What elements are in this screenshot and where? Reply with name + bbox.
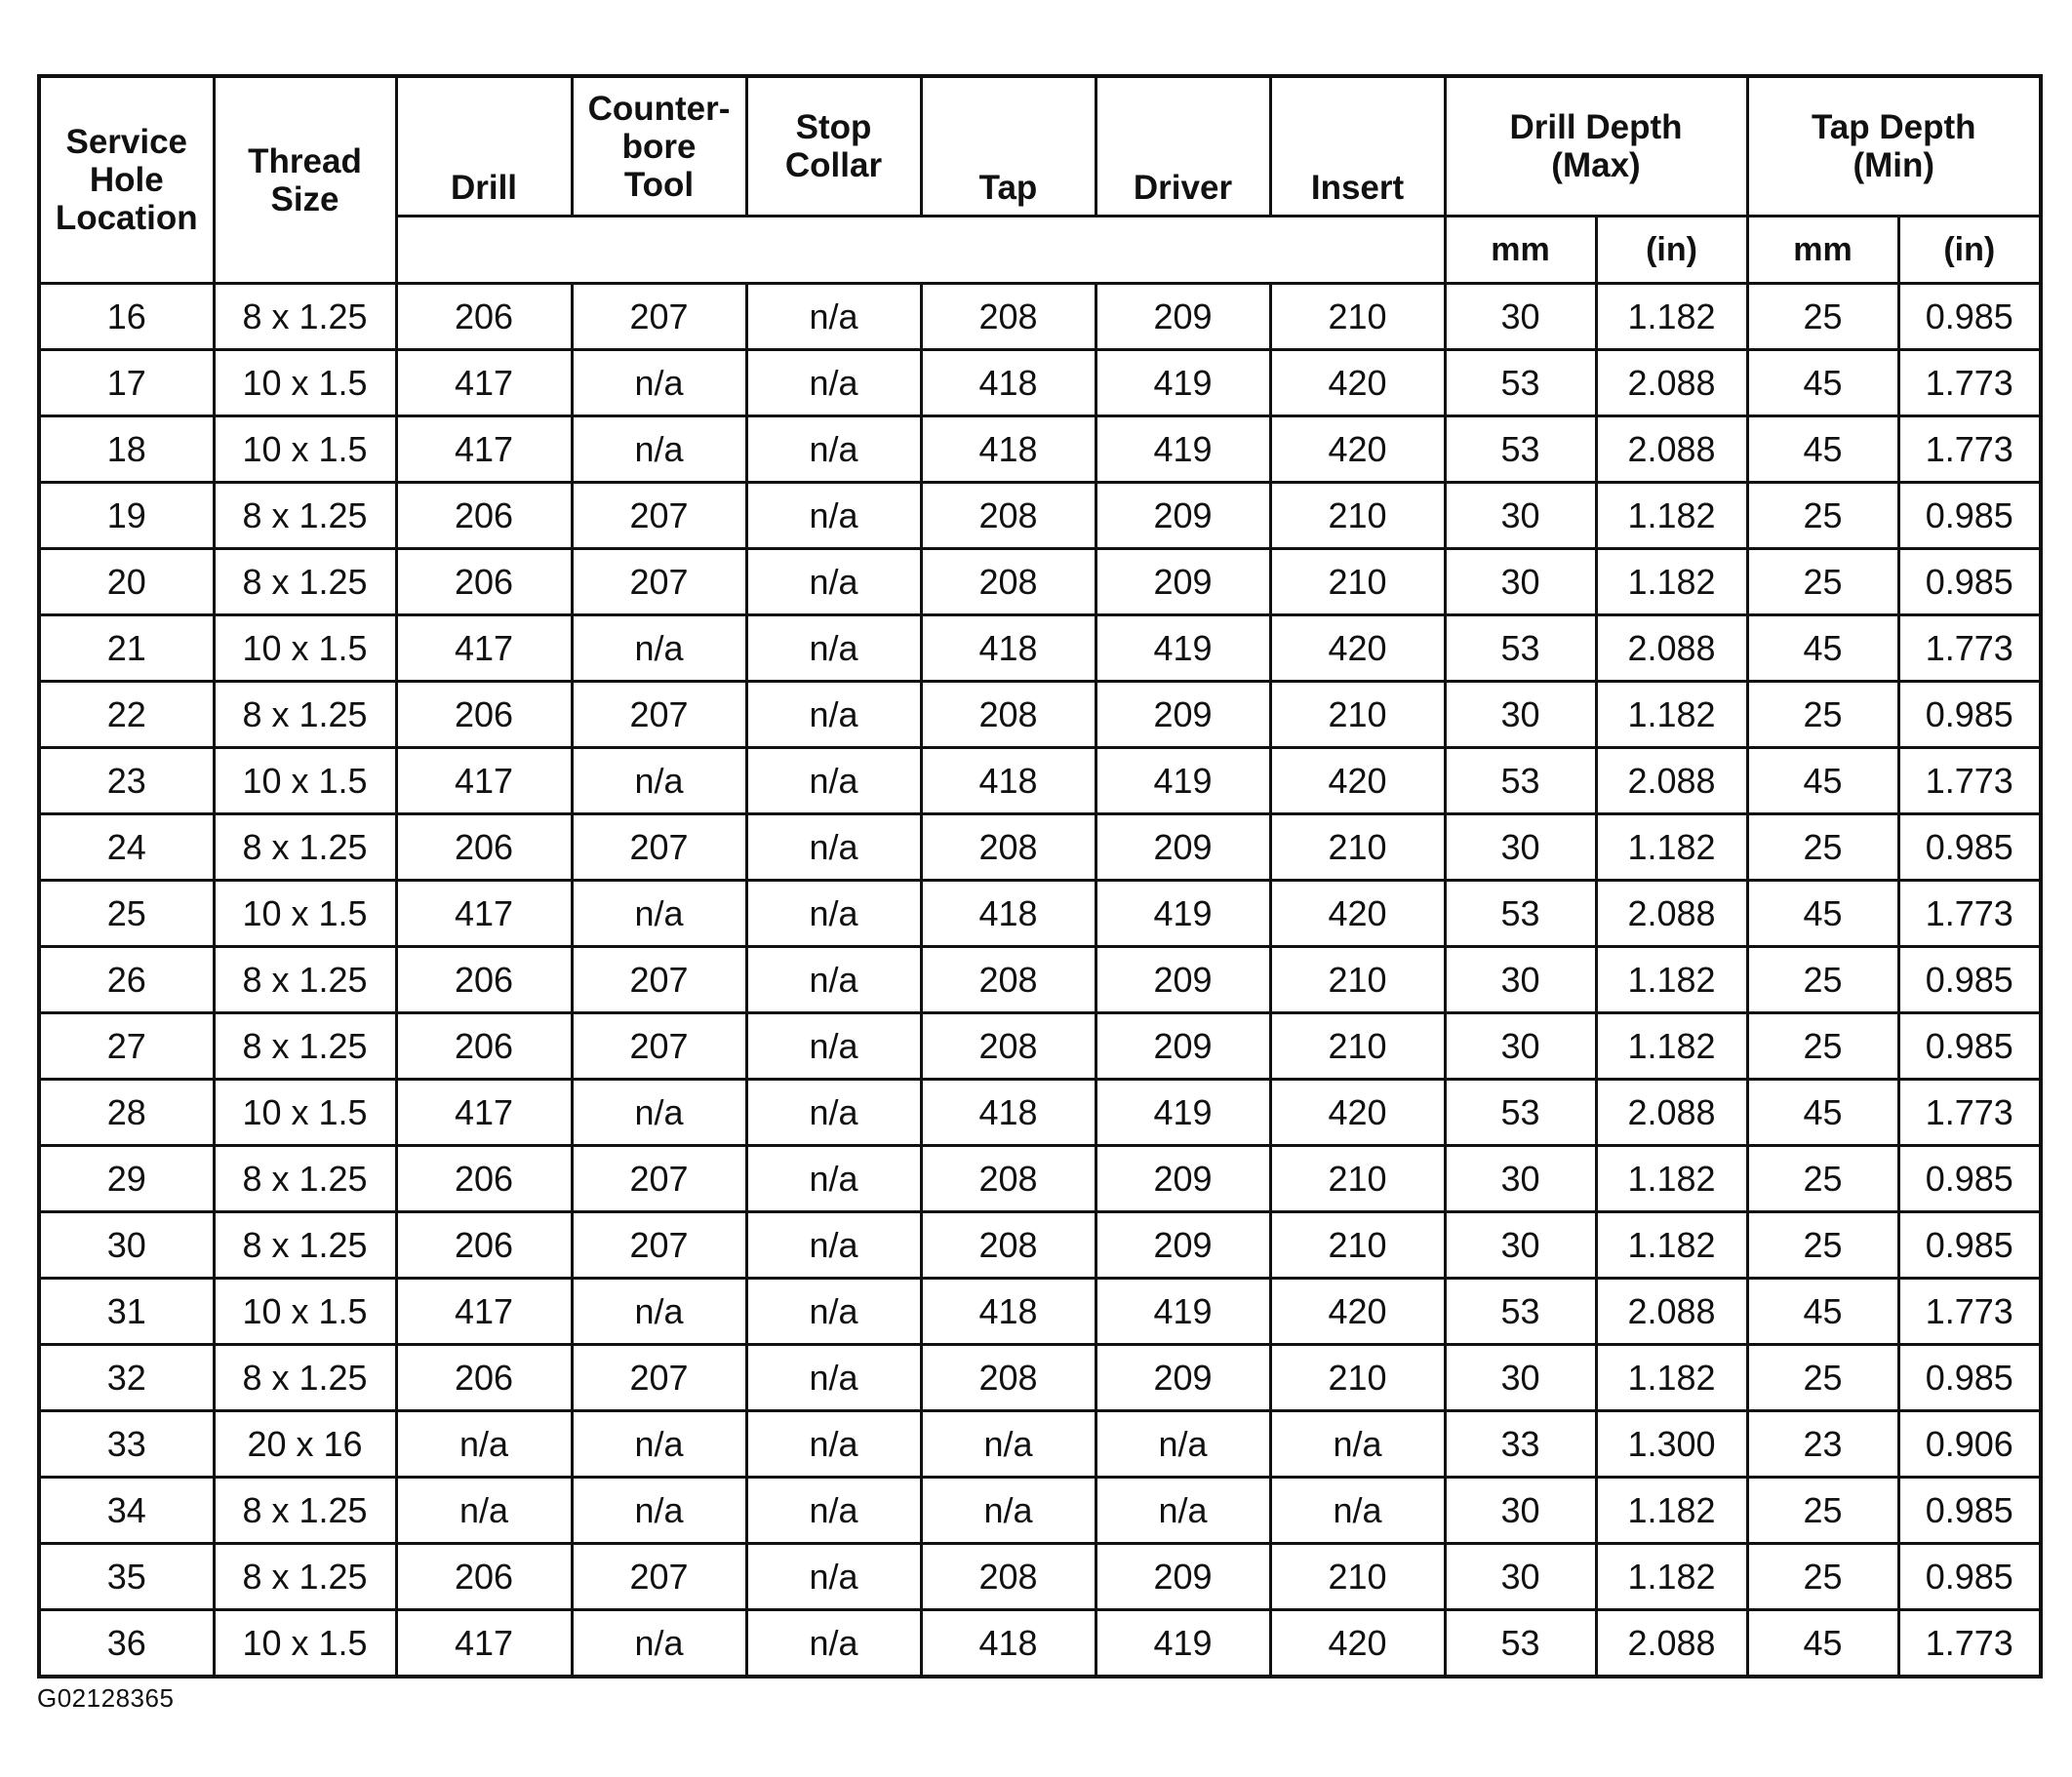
cell-drill-depth-in: 2.088 [1596,1610,1747,1678]
cell-drill-depth-mm: 53 [1445,881,1596,947]
cell-drill-depth-mm: 53 [1445,748,1596,814]
cell-thread-size: 8 x 1.25 [214,1013,396,1080]
cell-thread-size: 20 x 16 [214,1411,396,1478]
cell-tap: 418 [921,416,1096,483]
cell-driver: 419 [1096,881,1270,947]
cell-drill: 417 [396,615,572,682]
cell-drill-depth-mm: 53 [1445,350,1596,416]
cell-thread-size: 8 x 1.25 [214,1544,396,1610]
cell-stop-collar: n/a [746,814,921,881]
cell-drill-depth-in: 1.182 [1596,1544,1747,1610]
cell-drill-depth-mm: 30 [1445,1013,1596,1080]
cell-tap: 208 [921,1544,1096,1610]
cell-stop-collar: n/a [746,549,921,615]
cell-drill: 206 [396,682,572,748]
cell-tap-depth-mm: 45 [1747,350,1898,416]
cell-driver: 209 [1096,682,1270,748]
cell-drill-depth-in: 1.182 [1596,1013,1747,1080]
cell-drill-depth-mm: 30 [1445,1146,1596,1212]
cell-drill: 417 [396,350,572,416]
cell-drill: 206 [396,1544,572,1610]
cell-drill-depth-mm: 53 [1445,1279,1596,1345]
cell-drill-depth-in: 1.182 [1596,1345,1747,1411]
cell-counterbore-tool: 207 [572,947,746,1013]
cell-drill: 206 [396,1212,572,1279]
cell-insert: 420 [1270,881,1445,947]
cell-thread-size: 8 x 1.25 [214,682,396,748]
cell-drill-depth-mm: 30 [1445,1345,1596,1411]
cell-tap-depth-in: 1.773 [1898,350,2041,416]
unit-drill-depth-in: (in) [1596,217,1747,284]
cell-insert: 210 [1270,483,1445,549]
cell-stop-collar: n/a [746,1013,921,1080]
cell-driver: 209 [1096,483,1270,549]
cell-tap-depth-in: 1.773 [1898,748,2041,814]
cell-stop-collar: n/a [746,350,921,416]
cell-thread-size: 8 x 1.25 [214,1478,396,1544]
cell-tap-depth-mm: 25 [1747,483,1898,549]
table-row [39,1345,2041,1411]
cell-drill-depth-in: 2.088 [1596,615,1747,682]
cell-drill: 206 [396,1013,572,1080]
table-row [39,881,2041,947]
cell-driver: 209 [1096,1544,1270,1610]
cell-stop-collar: n/a [746,947,921,1013]
cell-drill: n/a [396,1411,572,1478]
cell-counterbore-tool: n/a [572,1411,746,1478]
cell-tap-depth-in: 0.985 [1898,1013,2041,1080]
cell-tap-depth-mm: 25 [1747,814,1898,881]
cell-tap-depth-in: 0.985 [1898,814,2041,881]
cell-drill: 206 [396,1146,572,1212]
cell-service-hole-location: 30 [39,1212,214,1279]
cell-service-hole-location: 22 [39,682,214,748]
table-row [39,814,2041,881]
table-row [39,1013,2041,1080]
cell-thread-size: 10 x 1.5 [214,1080,396,1146]
cell-drill-depth-mm: 30 [1445,682,1596,748]
cell-drill: 206 [396,549,572,615]
cell-counterbore-tool: n/a [572,748,746,814]
cell-thread-size: 10 x 1.5 [214,350,396,416]
cell-tap-depth-mm: 45 [1747,881,1898,947]
cell-drill-depth-mm: 30 [1445,284,1596,350]
cell-service-hole-location: 36 [39,1610,214,1678]
cell-drill-depth-in: 2.088 [1596,1279,1747,1345]
cell-driver: 209 [1096,947,1270,1013]
cell-drill-depth-in: 1.182 [1596,1478,1747,1544]
table-body [39,284,2041,1678]
cell-stop-collar: n/a [746,1610,921,1678]
cell-counterbore-tool: n/a [572,350,746,416]
cell-counterbore-tool: n/a [572,1279,746,1345]
cell-counterbore-tool: 207 [572,549,746,615]
cell-insert: 210 [1270,947,1445,1013]
table-row [39,1146,2041,1212]
cell-drill-depth-mm: 33 [1445,1411,1596,1478]
cell-drill-depth-mm: 30 [1445,1478,1596,1544]
cell-drill-depth-in: 2.088 [1596,416,1747,483]
cell-counterbore-tool: n/a [572,1478,746,1544]
header-thread-size: Thread Size [214,76,396,284]
cell-drill: 206 [396,947,572,1013]
cell-tap-depth-mm: 25 [1747,1212,1898,1279]
cell-tap: 208 [921,682,1096,748]
table-row [39,947,2041,1013]
cell-tap-depth-mm: 25 [1747,549,1898,615]
cell-drill: 206 [396,284,572,350]
cell-driver: 419 [1096,350,1270,416]
cell-thread-size: 10 x 1.5 [214,881,396,947]
cell-tap-depth-mm: 45 [1747,615,1898,682]
cell-service-hole-location: 33 [39,1411,214,1478]
unit-tap-depth-in: (in) [1898,217,2041,284]
cell-thread-size: 8 x 1.25 [214,1212,396,1279]
cell-drill-depth-in: 1.182 [1596,1212,1747,1279]
cell-insert: 420 [1270,615,1445,682]
cell-counterbore-tool: 207 [572,1146,746,1212]
cell-insert: 420 [1270,1610,1445,1678]
cell-insert: 210 [1270,1013,1445,1080]
cell-driver: n/a [1096,1411,1270,1478]
cell-service-hole-location: 17 [39,350,214,416]
cell-tap: 208 [921,1212,1096,1279]
cell-service-hole-location: 34 [39,1478,214,1544]
cell-tap-depth-in: 0.985 [1898,947,2041,1013]
cell-drill-depth-mm: 53 [1445,615,1596,682]
cell-thread-size: 8 x 1.25 [214,1146,396,1212]
cell-driver: 419 [1096,416,1270,483]
cell-tap-depth-in: 1.773 [1898,881,2041,947]
cell-service-hole-location: 29 [39,1146,214,1212]
cell-counterbore-tool: 207 [572,284,746,350]
cell-tap: 418 [921,881,1096,947]
cell-driver: 209 [1096,1146,1270,1212]
cell-tap-depth-in: 0.985 [1898,1345,2041,1411]
cell-insert: 210 [1270,1544,1445,1610]
cell-drill: n/a [396,1478,572,1544]
cell-drill-depth-in: 1.182 [1596,284,1747,350]
cell-drill-depth-mm: 30 [1445,814,1596,881]
cell-counterbore-tool: n/a [572,1080,746,1146]
cell-thread-size: 10 x 1.5 [214,1279,396,1345]
cell-stop-collar: n/a [746,1478,921,1544]
cell-tap-depth-mm: 25 [1747,947,1898,1013]
cell-service-hole-location: 16 [39,284,214,350]
table-row [39,1478,2041,1544]
cell-service-hole-location: 24 [39,814,214,881]
service-hole-spec-table [37,74,2043,1678]
cell-tap: 418 [921,1279,1096,1345]
cell-tap: 418 [921,350,1096,416]
cell-counterbore-tool: n/a [572,881,746,947]
cell-service-hole-location: 32 [39,1345,214,1411]
table-row [39,549,2041,615]
cell-service-hole-location: 21 [39,615,214,682]
cell-driver: 419 [1096,1610,1270,1678]
cell-counterbore-tool: 207 [572,483,746,549]
cell-drill-depth-in: 1.182 [1596,682,1747,748]
cell-tap-depth-in: 0.985 [1898,682,2041,748]
cell-insert: 210 [1270,549,1445,615]
cell-insert: 210 [1270,1146,1445,1212]
cell-thread-size: 8 x 1.25 [214,284,396,350]
cell-driver: 209 [1096,549,1270,615]
cell-driver: 419 [1096,1279,1270,1345]
cell-stop-collar: n/a [746,483,921,549]
cell-tap: 208 [921,549,1096,615]
cell-thread-size: 10 x 1.5 [214,416,396,483]
cell-drill-depth-mm: 30 [1445,1544,1596,1610]
cell-tap: n/a [921,1411,1096,1478]
cell-drill: 417 [396,1610,572,1678]
cell-driver: 209 [1096,814,1270,881]
cell-service-hole-location: 35 [39,1544,214,1610]
cell-drill-depth-in: 1.182 [1596,549,1747,615]
cell-tap: n/a [921,1478,1096,1544]
cell-tap-depth-mm: 25 [1747,682,1898,748]
cell-driver: n/a [1096,1478,1270,1544]
cell-tap-depth-in: 1.773 [1898,1080,2041,1146]
cell-tap-depth-mm: 25 [1747,1544,1898,1610]
cell-stop-collar: n/a [746,615,921,682]
table-row [39,1279,2041,1345]
cell-tap-depth-mm: 25 [1747,1478,1898,1544]
cell-drill: 417 [396,1279,572,1345]
cell-tap-depth-in: 1.773 [1898,416,2041,483]
cell-thread-size: 10 x 1.5 [214,615,396,682]
cell-tap: 418 [921,1610,1096,1678]
cell-tap: 418 [921,1080,1096,1146]
cell-insert: 420 [1270,1279,1445,1345]
cell-drill-depth-in: 1.182 [1596,483,1747,549]
cell-insert: 210 [1270,1212,1445,1279]
cell-drill: 417 [396,1080,572,1146]
cell-service-hole-location: 18 [39,416,214,483]
cell-tap: 208 [921,1146,1096,1212]
cell-drill: 417 [396,748,572,814]
cell-tap-depth-mm: 25 [1747,1345,1898,1411]
cell-counterbore-tool: n/a [572,615,746,682]
cell-service-hole-location: 27 [39,1013,214,1080]
cell-drill-depth-in: 2.088 [1596,1080,1747,1146]
cell-counterbore-tool: 207 [572,1212,746,1279]
table-row [39,748,2041,814]
cell-thread-size: 8 x 1.25 [214,947,396,1013]
cell-drill: 206 [396,814,572,881]
cell-driver: 209 [1096,1013,1270,1080]
cell-drill-depth-in: 2.088 [1596,748,1747,814]
cell-counterbore-tool: n/a [572,1610,746,1678]
cell-drill-depth-mm: 30 [1445,947,1596,1013]
cell-stop-collar: n/a [746,1411,921,1478]
cell-stop-collar: n/a [746,881,921,947]
cell-tap-depth-in: 0.985 [1898,1544,2041,1610]
cell-driver: 209 [1096,1345,1270,1411]
table-row [39,416,2041,483]
cell-driver: 209 [1096,1212,1270,1279]
cell-counterbore-tool: 207 [572,1544,746,1610]
cell-drill-depth-in: 2.088 [1596,881,1747,947]
cell-insert: 210 [1270,682,1445,748]
cell-drill: 417 [396,881,572,947]
table-row [39,284,2041,350]
cell-drill-depth-mm: 30 [1445,483,1596,549]
cell-tap-depth-in: 1.773 [1898,1610,2041,1678]
cell-drill-depth-in: 1.182 [1596,1146,1747,1212]
header-driver: Driver [1096,76,1270,217]
cell-tap: 208 [921,1345,1096,1411]
table-row [39,1544,2041,1610]
cell-tap-depth-mm: 23 [1747,1411,1898,1478]
cell-tap-depth-in: 0.906 [1898,1411,2041,1478]
cell-tap: 208 [921,483,1096,549]
cell-drill: 417 [396,416,572,483]
cell-tap-depth-mm: 25 [1747,1146,1898,1212]
cell-counterbore-tool: 207 [572,1345,746,1411]
cell-tap-depth-mm: 45 [1747,1279,1898,1345]
cell-service-hole-location: 20 [39,549,214,615]
cell-thread-size: 8 x 1.25 [214,1345,396,1411]
cell-insert: 420 [1270,350,1445,416]
cell-insert: n/a [1270,1411,1445,1478]
cell-tap-depth-in: 0.985 [1898,284,2041,350]
cell-tap-depth-in: 1.773 [1898,615,2041,682]
cell-driver: 209 [1096,284,1270,350]
cell-insert: 210 [1270,1345,1445,1411]
cell-counterbore-tool: 207 [572,1013,746,1080]
cell-insert: 420 [1270,416,1445,483]
cell-drill-depth-in: 1.182 [1596,947,1747,1013]
cell-stop-collar: n/a [746,682,921,748]
header-drill-depth: Drill Depth (Max) [1445,76,1747,217]
cell-drill-depth-in: 1.300 [1596,1411,1747,1478]
cell-tap-depth-in: 0.985 [1898,549,2041,615]
table-row [39,682,2041,748]
cell-tap: 208 [921,947,1096,1013]
cell-stop-collar: n/a [746,1544,921,1610]
header-stop-collar: Stop Collar [746,76,921,217]
cell-thread-size: 8 x 1.25 [214,814,396,881]
cell-drill-depth-mm: 30 [1445,1212,1596,1279]
cell-tap-depth-mm: 45 [1747,1610,1898,1678]
figure-id: G02128365 [37,1683,175,1713]
cell-tap-depth-mm: 45 [1747,748,1898,814]
cell-tap: 418 [921,748,1096,814]
cell-drill-depth-in: 1.182 [1596,814,1747,881]
cell-insert: 420 [1270,1080,1445,1146]
table-row [39,1411,2041,1478]
unit-tap-depth-mm: mm [1747,217,1898,284]
unit-drill-depth-mm: mm [1445,217,1596,284]
cell-stop-collar: n/a [746,284,921,350]
cell-thread-size: 10 x 1.5 [214,748,396,814]
cell-thread-size: 8 x 1.25 [214,483,396,549]
table-row [39,350,2041,416]
cell-counterbore-tool: 207 [572,814,746,881]
cell-tap: 418 [921,615,1096,682]
table-row [39,1610,2041,1678]
cell-tap-depth-mm: 25 [1747,1013,1898,1080]
header-tap: Tap [921,76,1096,217]
cell-counterbore-tool: 207 [572,682,746,748]
cell-driver: 419 [1096,615,1270,682]
cell-tap: 208 [921,814,1096,881]
cell-drill-depth-mm: 53 [1445,416,1596,483]
cell-drill-depth-mm: 53 [1445,1610,1596,1678]
cell-insert: n/a [1270,1478,1445,1544]
cell-stop-collar: n/a [746,416,921,483]
cell-tap-depth-mm: 45 [1747,416,1898,483]
header-drill: Drill [396,76,572,217]
cell-stop-collar: n/a [746,1080,921,1146]
cell-thread-size: 8 x 1.25 [214,549,396,615]
cell-tap-depth-mm: 25 [1747,284,1898,350]
cell-driver: 419 [1096,1080,1270,1146]
cell-tap-depth-in: 0.985 [1898,1212,2041,1279]
cell-service-hole-location: 19 [39,483,214,549]
cell-service-hole-location: 31 [39,1279,214,1345]
cell-stop-collar: n/a [746,748,921,814]
cell-stop-collar: n/a [746,1345,921,1411]
cell-service-hole-location: 26 [39,947,214,1013]
cell-drill-depth-mm: 30 [1445,549,1596,615]
table-row [39,1212,2041,1279]
cell-insert: 420 [1270,748,1445,814]
cell-drill: 206 [396,483,572,549]
cell-tap: 208 [921,284,1096,350]
cell-tap-depth-in: 0.985 [1898,483,2041,549]
cell-insert: 210 [1270,814,1445,881]
cell-tap-depth-in: 1.773 [1898,1279,2041,1345]
cell-stop-collar: n/a [746,1146,921,1212]
table-row [39,615,2041,682]
cell-stop-collar: n/a [746,1279,921,1345]
cell-stop-collar: n/a [746,1212,921,1279]
table-row [39,1080,2041,1146]
cell-service-hole-location: 25 [39,881,214,947]
cell-service-hole-location: 28 [39,1080,214,1146]
cell-tap-depth-mm: 45 [1747,1080,1898,1146]
header-insert: Insert [1270,76,1445,217]
cell-thread-size: 10 x 1.5 [214,1610,396,1678]
cell-tap: 208 [921,1013,1096,1080]
cell-driver: 419 [1096,748,1270,814]
cell-service-hole-location: 23 [39,748,214,814]
table-row [39,483,2041,549]
cell-counterbore-tool: n/a [572,416,746,483]
cell-tap-depth-in: 0.985 [1898,1478,2041,1544]
header-row [39,76,2041,217]
header-counterbore-tool: Counter- bore Tool [572,76,746,217]
cell-insert: 210 [1270,284,1445,350]
header-service-hole-location: Service Hole Location [39,76,214,284]
cell-tap-depth-in: 0.985 [1898,1146,2041,1212]
header-tap-depth: Tap Depth (Min) [1747,76,2041,217]
cell-drill: 206 [396,1345,572,1411]
cell-drill-depth-mm: 53 [1445,1080,1596,1146]
cell-drill-depth-in: 2.088 [1596,350,1747,416]
units-row-blank-cell [396,217,1445,284]
